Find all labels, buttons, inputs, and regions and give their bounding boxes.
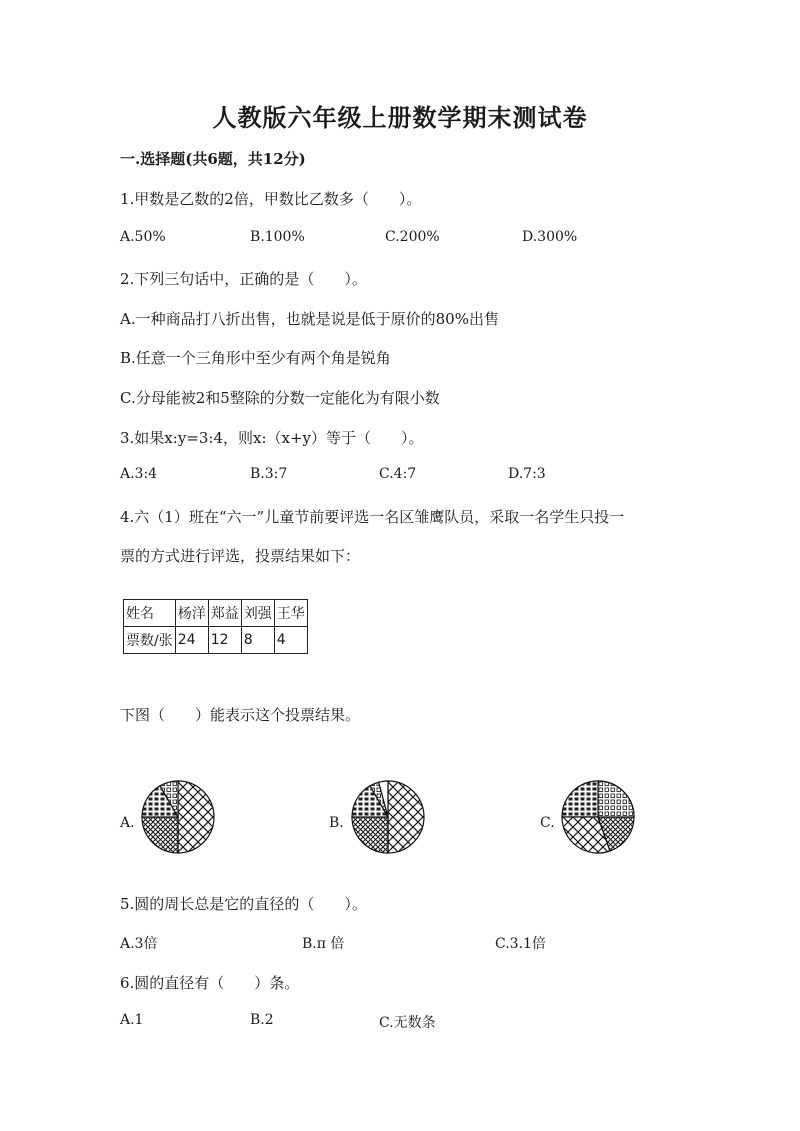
table-cell: 郑益 [208, 600, 241, 627]
q3-option-b: B.3:7 [250, 466, 288, 482]
pie-chart-a [140, 779, 216, 855]
q3-option-d: D.7:3 [508, 466, 546, 482]
question-2: 2.下列三句话中，正确的是（ ）。 [120, 270, 367, 288]
q1-option-d: D.300% [522, 229, 578, 245]
table-cell: 8 [241, 627, 274, 654]
question-4-line-2: 票的方式进行评选，投票结果如下： [120, 547, 361, 565]
q6-option-a: A.1 [120, 1012, 144, 1028]
table-cell: 12 [208, 627, 241, 654]
table-cell: 姓名 [124, 600, 176, 627]
table-cell: 刘强 [241, 600, 274, 627]
question-3: 3.如果x:y=3:4，则x:（x+y）等于（ ）。 [120, 429, 424, 447]
question-5: 5.圆的周长总是它的直径的（ ）。 [120, 895, 367, 913]
pie-option-b-label: B. [329, 815, 344, 831]
pie-chart-b [350, 779, 426, 855]
page-title: 人教版六年级上册数学期末测试卷 [212, 103, 588, 132]
table-row [124, 627, 308, 654]
section-heading: 一.选择题(共6题，共12分) [120, 150, 306, 168]
q1-option-c: C.200% [385, 229, 440, 245]
question-4-prompt: 下图（ ）能表示这个投票结果。 [120, 706, 361, 724]
q5-option-b: B.π 倍 [302, 936, 345, 952]
q5-option-c: C.3.1倍 [495, 936, 546, 952]
question-6: 6.圆的直径有（ ）条。 [120, 974, 300, 992]
q5-option-a: A.3倍 [120, 936, 158, 952]
q6-option-c: C.无数条 [379, 1015, 436, 1031]
q1-option-b: B.100% [250, 229, 305, 245]
table-cell: 4 [274, 627, 307, 654]
pie-option-c-label: C. [540, 815, 555, 831]
table-cell: 票数/张 [124, 627, 176, 654]
q2-option-c: C.分母能被2和5整除的分数一定能化为有限小数 [120, 389, 440, 407]
question-4-line-1: 4.六（1）班在“六一”儿童节前要评选一名区雏鹰队员，采取一名学生只投一 [120, 508, 625, 526]
table-cell: 24 [175, 627, 208, 654]
pie-chart-c [560, 779, 636, 855]
q6-option-b: B.2 [250, 1012, 274, 1028]
q1-option-a: A.50% [120, 229, 166, 245]
q2-option-a: A.一种商品打八折出售，也就是说是低于原价的80%出售 [120, 310, 499, 328]
pie-option-a-label: A. [120, 815, 135, 831]
table-cell: 杨洋 [175, 600, 208, 627]
q3-option-a: A.3:4 [120, 466, 158, 482]
table-cell: 王华 [274, 600, 307, 627]
q2-option-b: B.任意一个三角形中至少有两个角是锐角 [120, 349, 391, 367]
q3-option-c: C.4:7 [379, 466, 417, 482]
question-1: 1.甲数是乙数的2倍，甲数比乙数多（ ）。 [120, 190, 422, 208]
vote-table [123, 599, 308, 654]
table-row [124, 600, 308, 627]
